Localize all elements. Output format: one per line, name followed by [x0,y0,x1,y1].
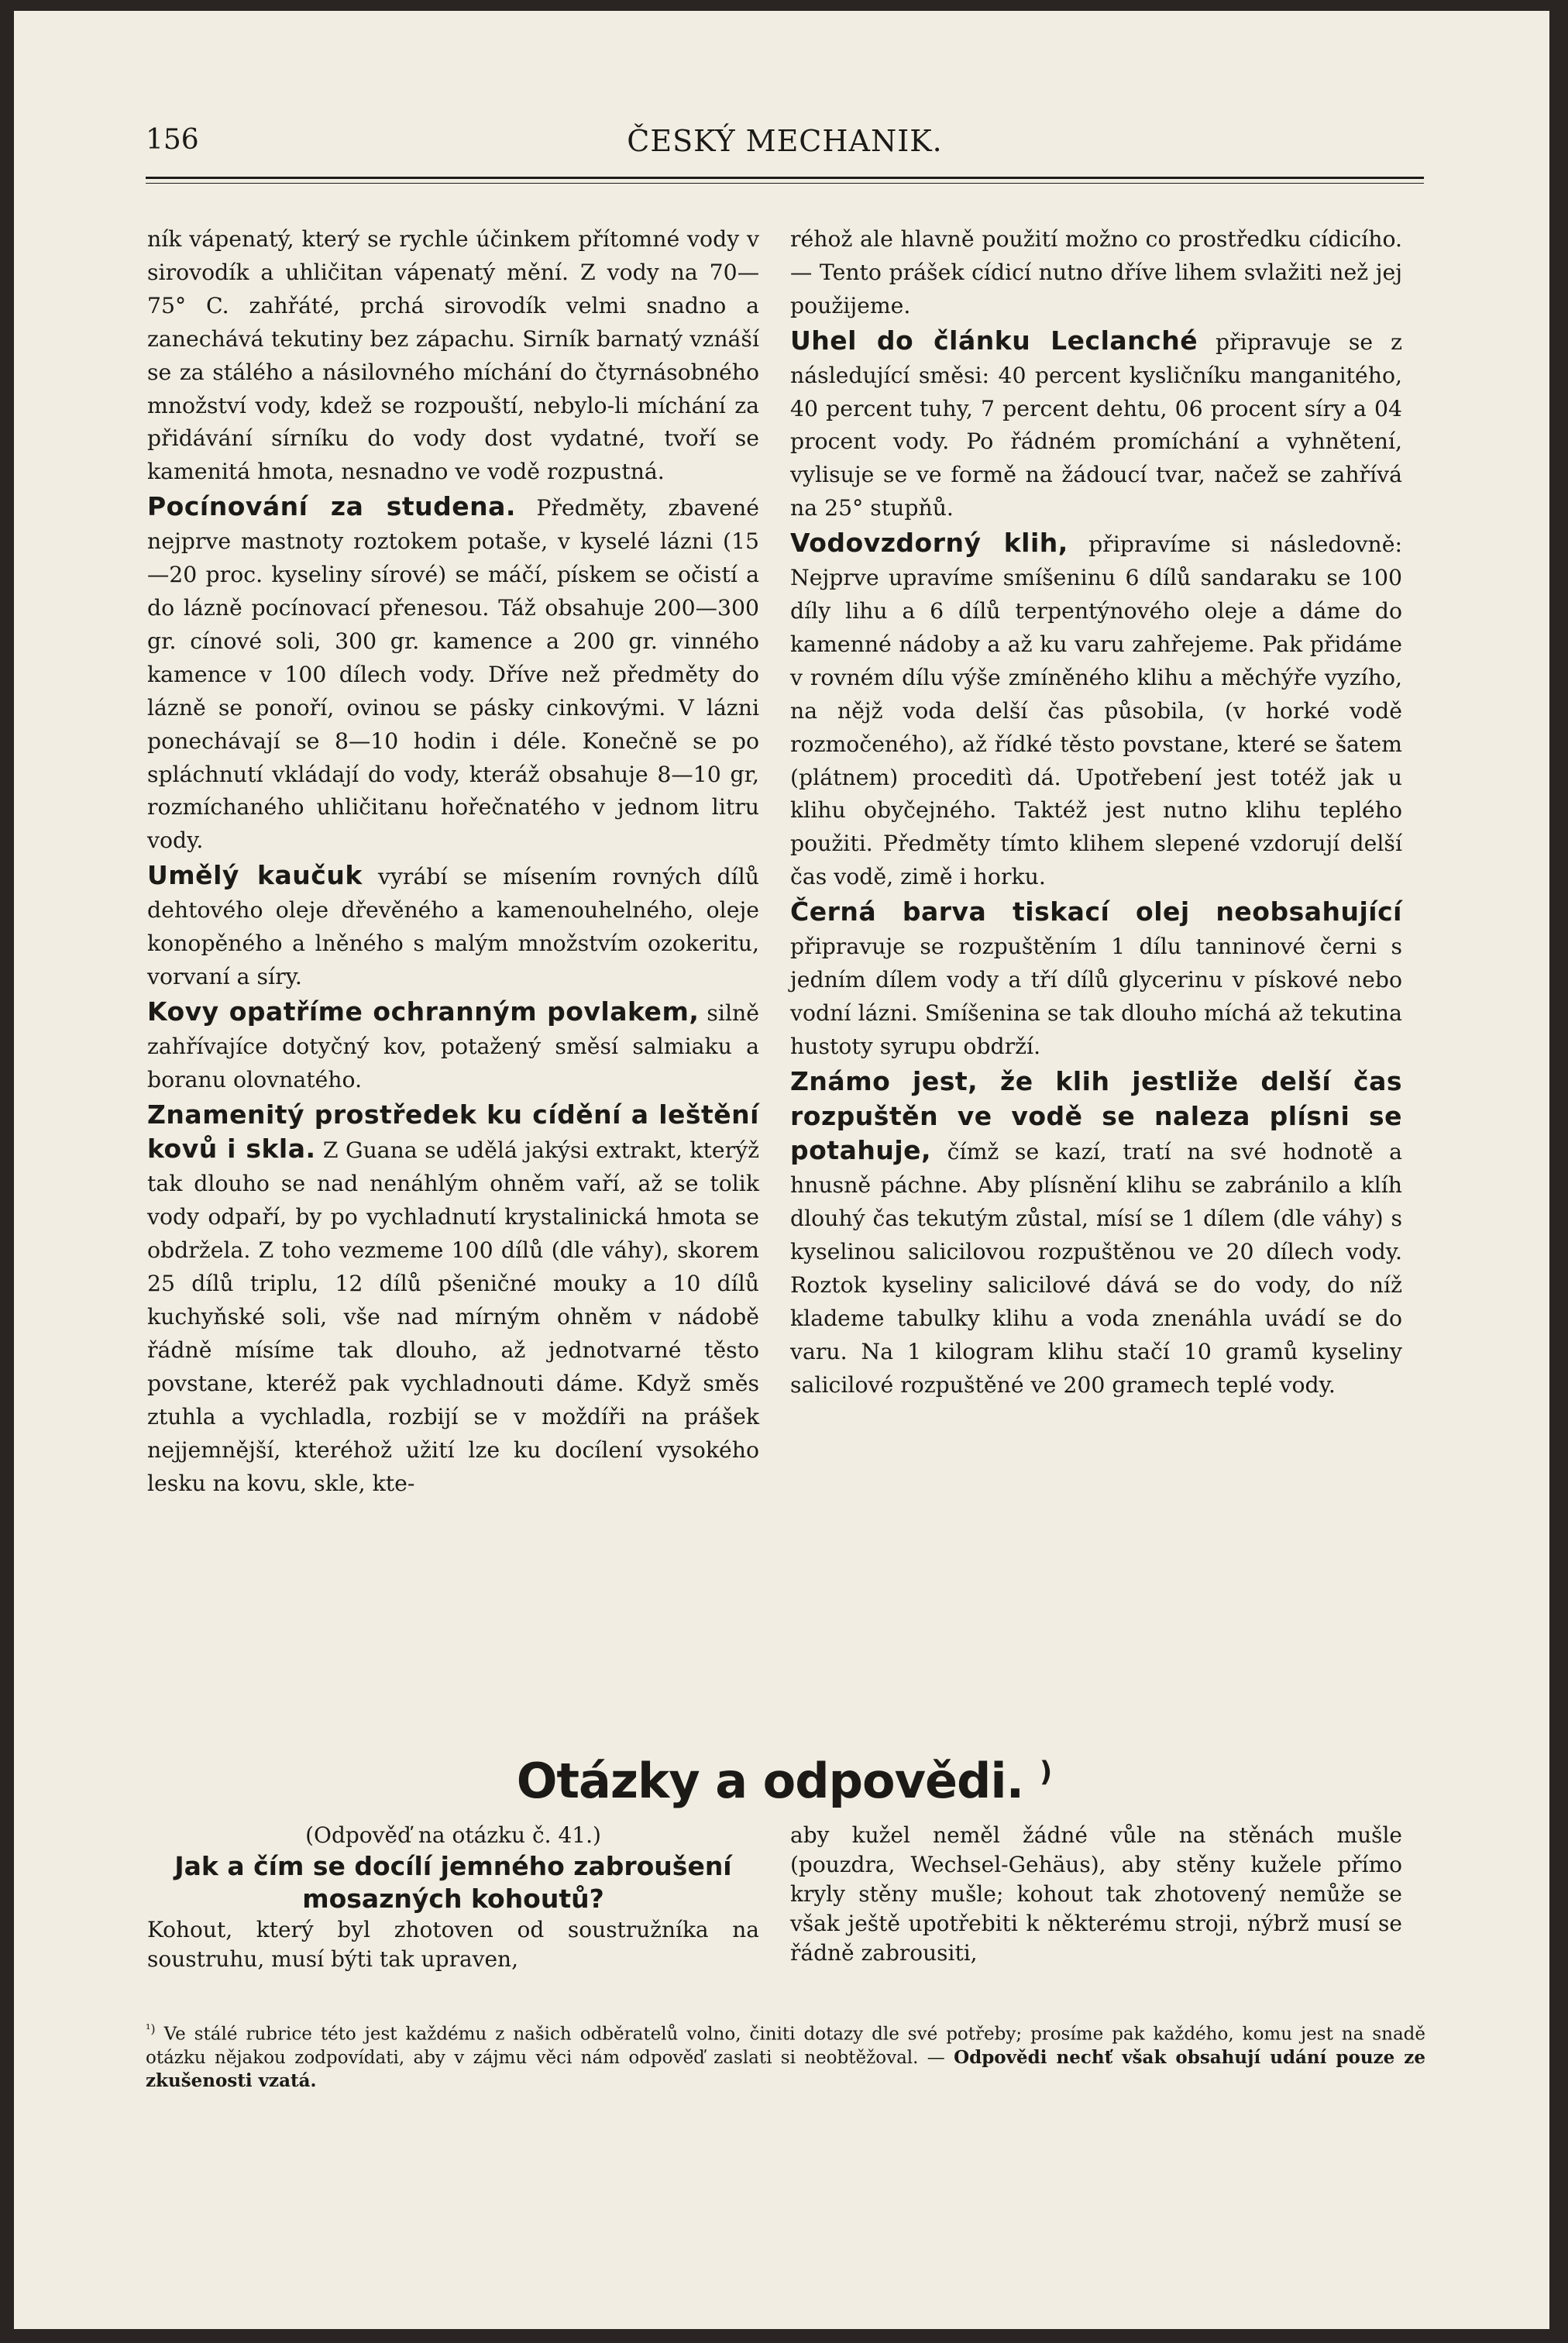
running-header [146,124,1424,170]
paragraph: réhož ale hlavně použití možno co prostředku cídicího. — Tento prášek cídicí nutno dříve lihem svlažiti než jej použijeme. [790,226,1402,318]
running-title: ČESKÝ MECHANIK. [627,124,943,158]
section-heading: Pocínování za studena. [147,491,516,522]
paragraph: Vodovzdorný klih, připravíme si následovně: Nejprve upravíme smíšeninu 6 dílů sandaraku se 100 díly lihu a 6 dílů terpentýnového oleje a dáme do kamenné nádoby a až ku varu zahřejeme. Pak přidáme v rovném dílu výše zmíněného klihu a měchýře vyzího, na nějž voda delší čas působila, (v horké vodě rozmočeného), až řídké těsto povstane, které se šatem (plátnem) proceditì dá. Upotřebení jest totéž jak u klihu obyčejného. Taktéž jest nutno klihu teplého použiti. Předměty tímto klihem slepené vzdorují delší čas vodě, zimě i horku. [790,528,1402,890]
question-left [147,1821,759,1974]
paragraph: Černá barva tiskací olej neobsahující připravuje se rozpuštěním 1 dílu tanninové černi s jedním dílem vody a tří dílů glycerinu v pískové nebo vodní lázni. Smíšenina se tak dlouho míchá až tekutina hustoty syrupu obdrží. [790,896,1402,1059]
paragraph: Znamenitý prostředek ku cídění a leštění kovů i skla. Z Guana se udělá jakýsi extrakt, kterýž tak dlouho se nad nenáhlým ohněm vaří, až se tolik vody odpaří, by po vychladnutí krystalinická hmota se obdržela. Z toho vezmeme 100 dílů (dle váhy), skorem 25 dílů triplu, 12 dílů pšeničné mouky a 10 dílů kuchyňské soli, vše nad mírným ohněm v nádobě řádně mísíme tak dlouho, až jednotvarné těsto povstane, kteréž pak vychladnouti dáme. Když směs ztuhla a vychladla, rozbijí se v moždíři na prášek nejjemnější, kteréhož užití lze ku docílení vysokého lesku na kovu, skle, kte- [147,1099,759,1496]
header-rule-thin [146,183,1424,184]
section-heading: Černá barva tiskací olej neobsahující [790,896,1402,927]
section-heading: Znamenitý prostředek ku cídění a leštění kovů i skla. [147,1099,759,1165]
section-heading: Uhel do článku Leclanché [790,325,1198,356]
paragraph: Kovy opatříme ochranným povlakem, silně zahřívajíce dotyčný kov, potažený směsí salmiaku a boranu olovnatého. [147,996,759,1092]
right-column [790,223,1402,1402]
section-heading: Kovy opatříme ochranným povlakem, [147,996,700,1027]
paragraph: Pocínování za studena. Předměty, zbavené nejprve mastnoty roztokem potaše, v kyselé lázni (15—20 proc. kyseliny sírové) se máčí, pískem se očistí a do lázně pocínovací přenesou. Táž obsahuje 200—300 gr. cínové soli, 300 gr. kamence a 200 gr. vinného kamence v 100 dílech vody. Dříve než předměty do lázně se ponoří, ovinou se pásky cinkovými. V lázni ponechávají se 8—10 hodin i déle. Konečně se po spláchnutí vkládají do vody, kteráž obsahuje 8—10 gr, rozmíchaného uhličitanu hořečnatého v jednom litru vody. [147,491,759,854]
answer-text: Kohout, který byl zhotoven od soustružníka na soustruhu, musí býti tak upraven, [147,1917,759,1972]
page-number: 156 [146,124,199,156]
left-column [147,223,759,1500]
question-right [790,1821,1402,1968]
section-title: Otázky a odpovědi. ) [516,1753,1052,1809]
section-heading: Umělý kaučuk [147,860,363,891]
paragraph: Známo jest, že klih jestliže delší čas rozpuštěn ve vodě se naleza plísni se potahuje, čímž se kazí, tratí na své hodnotě a hnusně páchne. Aby plísnění klihu se zabránilo a klíh dlouhý čas tekutým zůstal, mísí se 1 dílem (dle váhy) s kyselinou salicilovou rozpuštěnou ve 20 dílech vody. Roztok kyseliny salicilové dává se do vody, do níž klademe tabulky klihu a voda znenáhla uvádí se do varu. Na 1 kilogram klihu stačí 10 gramů kyseliny salicilové rozpuštěné ve 200 gramech teplé vody. [790,1065,1402,1398]
footnote: $^{^1)}$ Ve stálé rubrice této jest každému z našich odběratelů volno, činiti dotazy dle své potřeby; prosíme pak každého, komu jest na snadě otázku nějakou zodpovídati, aby v zájmu věci nám odpověď zaslati si neobtěžoval. — Odpovědi nechť však obsahují udání pouze ze zkušenosti vzatá. [146,2021,1425,2091]
answer-text: aby kužel neměl žádné vůle na stěnách mušle (pouzdra, Wechsel-Gehäus), aby stěny kužele přímo kryly stěny mušle; kohout tak zhotovený nemůže se však ještě upotřebiti k některému stroji, nýbrž musí se řádně zabrousiti, [790,1822,1402,1966]
footnote-mark: ) [1039,1756,1052,1788]
paragraph: ník vápenatý, který se rychle účinkem přítomné vody v sirovodík a uhličitan vápenatý mění. Z vody na 70—75° C. zahřáté, prchá sirovodík velmi snadno a zanechává tekutiny bez zápachu. Sirník barnatý vznáší se za stálého a násilovného míchání do čtyrnásobného množství vody, kdež se rozpouští, nebylo-li míchání za přidávání sírníku do vody dost vydatné, tvoří se kamenitá hmota, nesnadno ve vodě rozpustná. [147,226,759,485]
question-reference: (Odpověď na otázku č. 41.) [305,1822,601,1848]
section-heading: Vodovzdorný klih, [790,528,1068,559]
header-rule [146,177,1424,179]
question-title: Jak a čím se docílí jemného zabroušení mosazných kohoutů? [174,1851,732,1914]
paragraph: Umělý kaučuk vyrábí se mísením rovných dílů dehtového oleje dřevěného a kamenouhelného, oleje konopěného a lněného s malým množstvím ozokeritu, vorvaní a síry. [147,860,759,989]
section-heading: Známo jest, že klih jestliže delší čas rozpuštěn ve vodě se naleza plísni se potahuje, [790,1065,1402,1166]
paragraph: Uhel do článku Leclanché připravuje se z následující směsi: 40 percent kysličníku manganitého, 40 percent tuhy, 7 percent dehtu, 06 procent síry a 04 procent vody. Po řádném promíchání a vyhnětení, vylisuje se ve formě na žádoucí tvar, načež se zahřívá na 25° stupňů. [790,325,1403,521]
